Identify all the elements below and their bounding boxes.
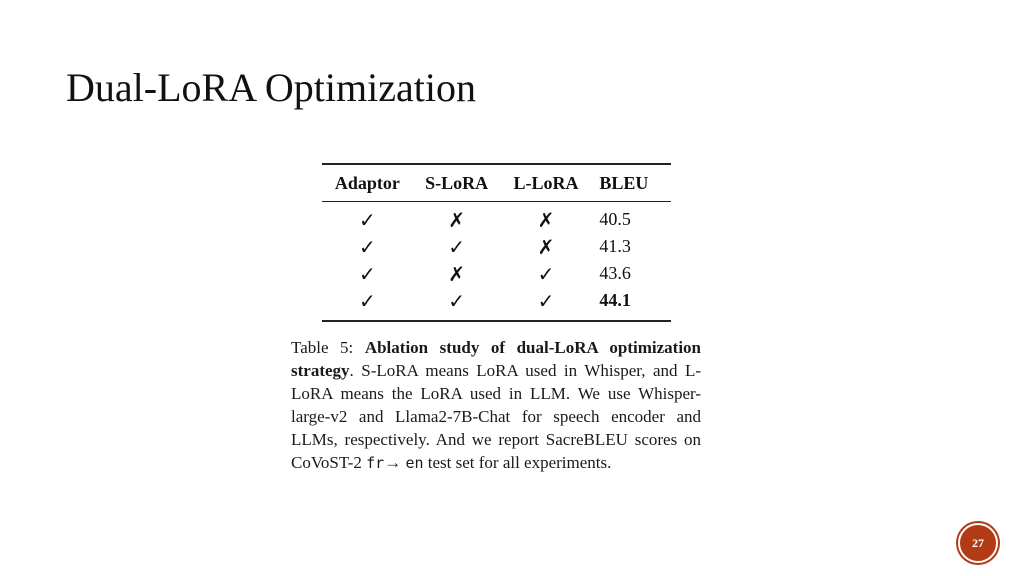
cross-icon: ✗ bbox=[537, 234, 555, 259]
header-adaptor: Adaptor bbox=[334, 172, 400, 193]
bleu-score-best: 44.1 bbox=[599, 290, 631, 310]
checkmark-icon: ✓ bbox=[358, 288, 376, 313]
bleu-score: 40.5 bbox=[599, 209, 631, 229]
table-row bbox=[322, 233, 671, 260]
header-bleu: BLEU bbox=[599, 172, 649, 193]
table-row bbox=[322, 202, 671, 234]
table-header-row bbox=[322, 164, 671, 202]
caption-text-2: test set for all experiments. bbox=[423, 453, 612, 472]
caption-source-lang: fr bbox=[366, 454, 385, 472]
checkmark-icon: ✓ bbox=[537, 288, 555, 313]
checkmark-icon: ✓ bbox=[358, 207, 376, 232]
caption-text-1: . S-LoRA means LoRA used in Whisper, and L-LoRA means the LoRA used in LLM. We use Whisper-large-v2 and Llama2-7B-Chat for speech encoder and LLMs, respectively. And we report SacreBLEU scores on CoVoST-2 bbox=[291, 361, 701, 472]
cross-icon: ✗ bbox=[537, 207, 555, 232]
checkmark-icon: ✓ bbox=[358, 234, 376, 259]
page-number-badge bbox=[958, 523, 998, 563]
caption-label: Table 5: bbox=[291, 338, 365, 357]
header-l-lora: L-LoRA bbox=[513, 172, 579, 193]
caption-bold-title: Ablation study of dual-LoRA optimization strategy bbox=[291, 338, 702, 380]
slide-title: Dual-LoRA Optimization bbox=[66, 65, 476, 110]
checkmark-icon: ✓ bbox=[358, 261, 376, 286]
table-row bbox=[322, 287, 671, 321]
table-row bbox=[322, 260, 671, 287]
cross-icon: ✗ bbox=[448, 261, 466, 286]
ablation-table bbox=[322, 163, 671, 322]
page-number: 27 bbox=[972, 535, 984, 550]
checkmark-icon: ✓ bbox=[448, 288, 466, 313]
checkmark-icon: ✓ bbox=[448, 234, 466, 259]
header-s-lora: S-LoRA bbox=[425, 172, 489, 193]
bleu-score: 41.3 bbox=[599, 236, 631, 256]
cross-icon: ✗ bbox=[448, 207, 466, 232]
caption-target-lang: en bbox=[405, 454, 424, 472]
bleu-score: 43.6 bbox=[599, 263, 631, 283]
caption-arrow: → bbox=[384, 453, 406, 472]
ablation-table-container bbox=[322, 163, 671, 322]
table-caption bbox=[291, 336, 701, 475]
checkmark-icon: ✓ bbox=[537, 261, 555, 286]
